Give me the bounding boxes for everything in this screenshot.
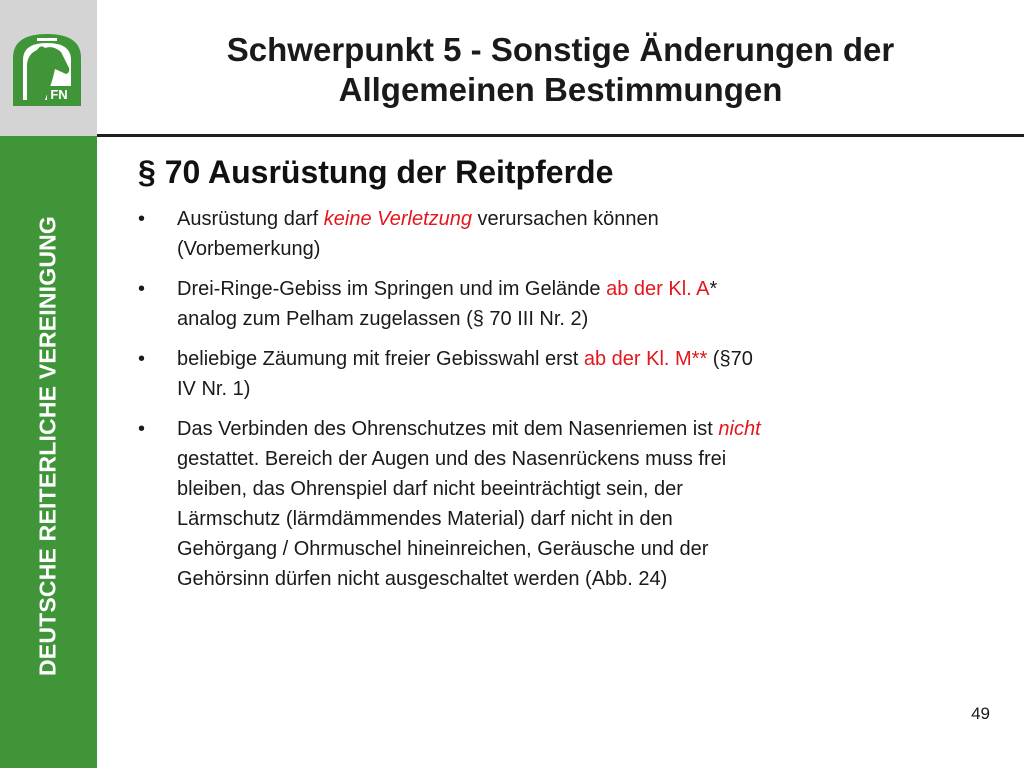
bullet-line xyxy=(177,204,978,234)
bullet-line: analog zum Pelham zugelassen (§ 70 III Nr. 2) xyxy=(177,308,589,330)
slide-title xyxy=(97,30,1024,110)
bullet-text: * xyxy=(709,278,718,300)
title-divider xyxy=(97,134,1024,137)
bullet-line: Lärmschutz (lärmdämmendes Material) darf nicht in den xyxy=(177,508,673,530)
bullet-line xyxy=(177,274,978,304)
list-item xyxy=(138,344,978,404)
bullet-line xyxy=(177,344,978,374)
list-item xyxy=(138,204,978,264)
bullet-icon: • xyxy=(138,278,146,300)
bullet-icon: • xyxy=(138,348,146,370)
title-line-1: Schwerpunkt 5 - Sonstige Änderungen der xyxy=(226,31,895,68)
bullet-text: verursachen können xyxy=(472,208,659,230)
bullet-icon: • xyxy=(138,418,146,440)
bullet-text: beliebige Zäumung mit freier Gebisswahl erst xyxy=(177,348,584,370)
bullet-line: gestattet. Bereich der Augen und des Nasenrückens muss frei xyxy=(177,448,727,470)
bullet-highlight: nicht xyxy=(718,418,761,440)
list-item xyxy=(138,274,978,334)
section-heading: § 70 Ausrüstung der Reitpferde xyxy=(138,154,614,190)
title-line-2: Allgemeinen Bestimmungen xyxy=(338,71,783,108)
bullet-line: IV Nr. 1) xyxy=(177,378,251,400)
page-number: 49 xyxy=(971,704,990,723)
list-item xyxy=(138,414,978,594)
bullet-line: Gehörsinn dürfen nicht ausgeschaltet werden (Abb. 24) xyxy=(177,568,668,590)
bullet-line: bleiben, das Ohrenspiel darf nicht beeinträchtigt sein, der xyxy=(177,478,683,500)
bullet-line xyxy=(177,414,978,444)
logo-block xyxy=(0,0,97,136)
sidebar-label: DEUTSCHE REITERLICHE VEREINIGUNG xyxy=(34,215,61,677)
bullet-text: Das Verbinden des Ohrenschutzes mit dem Nasenriemen ist xyxy=(177,418,719,440)
bullet-line: Gehörgang / Ohrmuschel hineinreichen, Geräusche und der xyxy=(177,538,709,560)
bullet-list xyxy=(138,204,978,594)
bullet-highlight: ab der Kl. A xyxy=(606,278,710,300)
bullet-text: Ausrüstung darf xyxy=(177,208,324,230)
bullet-highlight: ab der Kl. M** xyxy=(583,348,708,370)
bullet-highlight: keine Verletzung xyxy=(323,208,472,230)
bullet-text: (§70 xyxy=(707,348,753,370)
bullet-line: (Vorbemerkung) xyxy=(177,238,321,260)
bullet-text: Drei-Ringe-Gebiss im Springen und im Gelände xyxy=(177,278,607,300)
logo-text: FN xyxy=(50,87,68,102)
fn-horse-logo-icon xyxy=(11,32,83,108)
bullet-icon: • xyxy=(138,208,146,230)
